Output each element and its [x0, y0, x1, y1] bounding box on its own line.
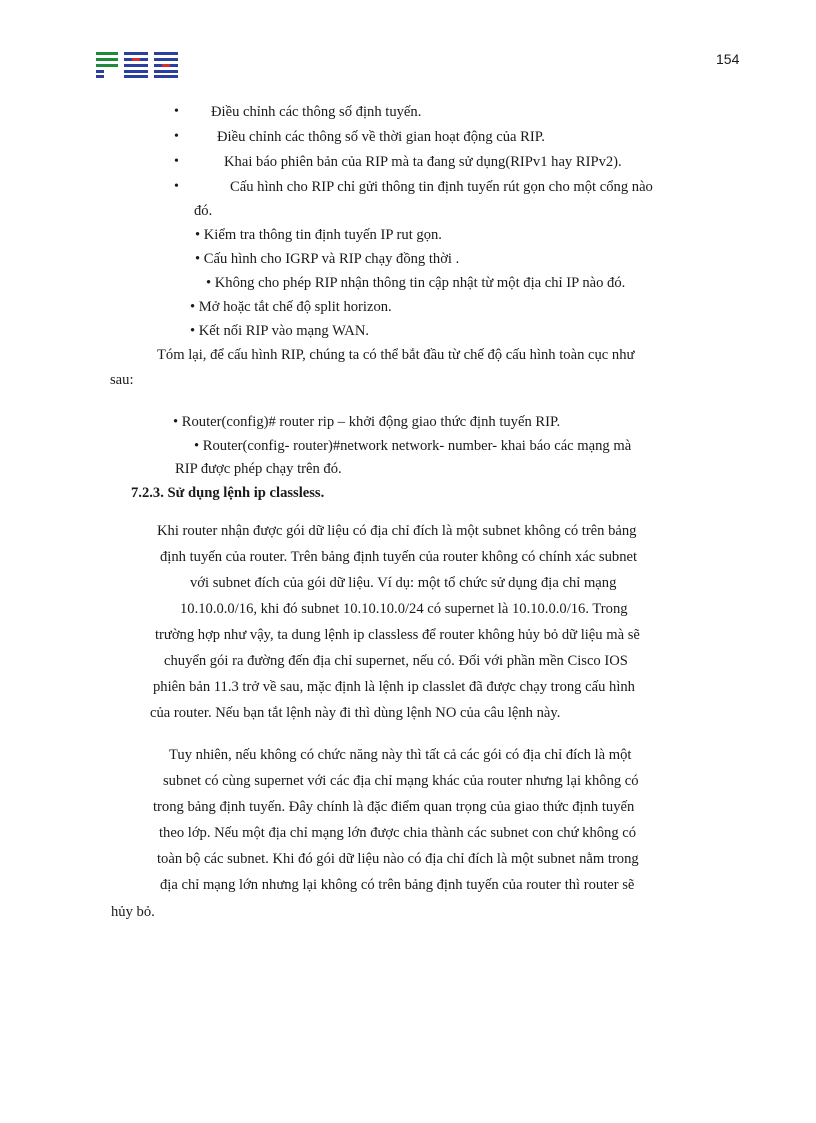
paragraph-line: định tuyến của router. Trên bảng định tuyến của router không có chính xác subnet: [160, 549, 638, 565]
command-line: • Router(config- router)#network network- number- khai báo các mạng mà: [194, 438, 632, 454]
bullet-marker: •: [174, 129, 179, 144]
command-line: RIP được phép chạy trên đó.: [175, 461, 342, 477]
paragraph-line: theo lớp. Nếu một địa chỉ mạng lớn được chia thành các subnet con chứ không có: [159, 825, 637, 841]
publisher-logo: [96, 50, 178, 78]
paragraph-line: subnet có cùng supernet với các địa chỉ mạng khác của router nhưng lại không có: [163, 773, 639, 789]
paragraph-line: chuyển gói ra đường đến địa chỉ supernet, nếu có. Đối với phần mền Cisco IOS: [164, 653, 628, 669]
paragraph-line: địa chỉ mạng lớn nhưng lại không có trên bảng định tuyến của router thì router sẽ: [160, 877, 635, 893]
bullet-marker: •: [174, 179, 179, 194]
paragraph-line: Khi router nhận được gói dữ liệu có địa chỉ đích là một subnet không có trên bảng: [157, 523, 637, 539]
list-item: • Kiểm tra thông tin định tuyến IP rut gọn.: [195, 227, 442, 243]
paragraph-line: 10.10.0.0/16, khi đó subnet 10.10.10.0/24 có supernet là 10.10.0.0/16. Trong: [180, 601, 628, 617]
paragraph-line: sau:: [110, 372, 134, 388]
list-item: • Cấu hình cho IGRP và RIP chạy đồng thời .: [195, 251, 460, 267]
page-number: 154: [716, 51, 740, 67]
list-item: Điều chỉnh các thông số về thời gian hoạt động của RIP.: [217, 129, 545, 145]
list-item: • Kết nối RIP vào mạng WAN.: [190, 323, 370, 339]
list-item: Cấu hình cho RIP chỉ gửi thông tin định tuyến rút gọn cho một cổng nào: [230, 179, 653, 195]
paragraph-line: Tóm lại, để cấu hình RIP, chúng ta có thể bắt đầu từ chế độ cấu hình toàn cục như: [157, 347, 635, 363]
bullet-marker: •: [174, 154, 179, 169]
paragraph-line: toàn bộ các subnet. Khi đó gói dữ liệu nào có địa chỉ đích là một subnet nằm trong: [157, 851, 639, 867]
paragraph-line: Tuy nhiên, nếu không có chức năng này thì tất cả các gói có địa chỉ đích là một: [169, 747, 632, 763]
paragraph-line: trường hợp như vậy, ta dung lệnh ip classless để router không hủy bỏ dữ liệu mà sẽ: [155, 627, 640, 643]
paragraph-line: phiên bản 11.3 trở về sau, mặc định là lệnh ip classlet đã được chạy trong cấu hình: [153, 679, 635, 695]
paragraph-line: trong bảng định tuyến. Đây chính là đặc điểm quan trọng của giao thức định tuyến: [153, 799, 635, 815]
list-item-continuation: đó.: [194, 203, 213, 219]
section-heading: 7.2.3. Sử dụng lệnh ip classless.: [131, 485, 325, 501]
paragraph-line: hủy bỏ.: [111, 904, 155, 920]
bullet-marker: •: [174, 104, 179, 119]
command-line: • Router(config)# router rip – khởi động giao thức định tuyến RIP.: [173, 414, 561, 430]
list-item: • Mở hoặc tắt chế độ split horizon.: [190, 299, 392, 315]
list-item: Khai báo phiên bản của RIP mà ta đang sử dụng(RIPv1 hay RIPv2).: [224, 154, 622, 170]
list-item: Điều chỉnh các thông số định tuyến.: [211, 104, 422, 120]
paragraph-line: của router. Nếu bạn tắt lệnh này đi thì dùng lệnh NO của câu lệnh này.: [150, 705, 561, 721]
paragraph-line: với subnet đích của gói dữ liệu. Ví dụ: một tổ chức sử dụng địa chỉ mạng: [190, 575, 617, 591]
list-item: • Không cho phép RIP nhận thông tin cập nhật từ một địa chỉ IP nào đó.: [206, 275, 626, 291]
